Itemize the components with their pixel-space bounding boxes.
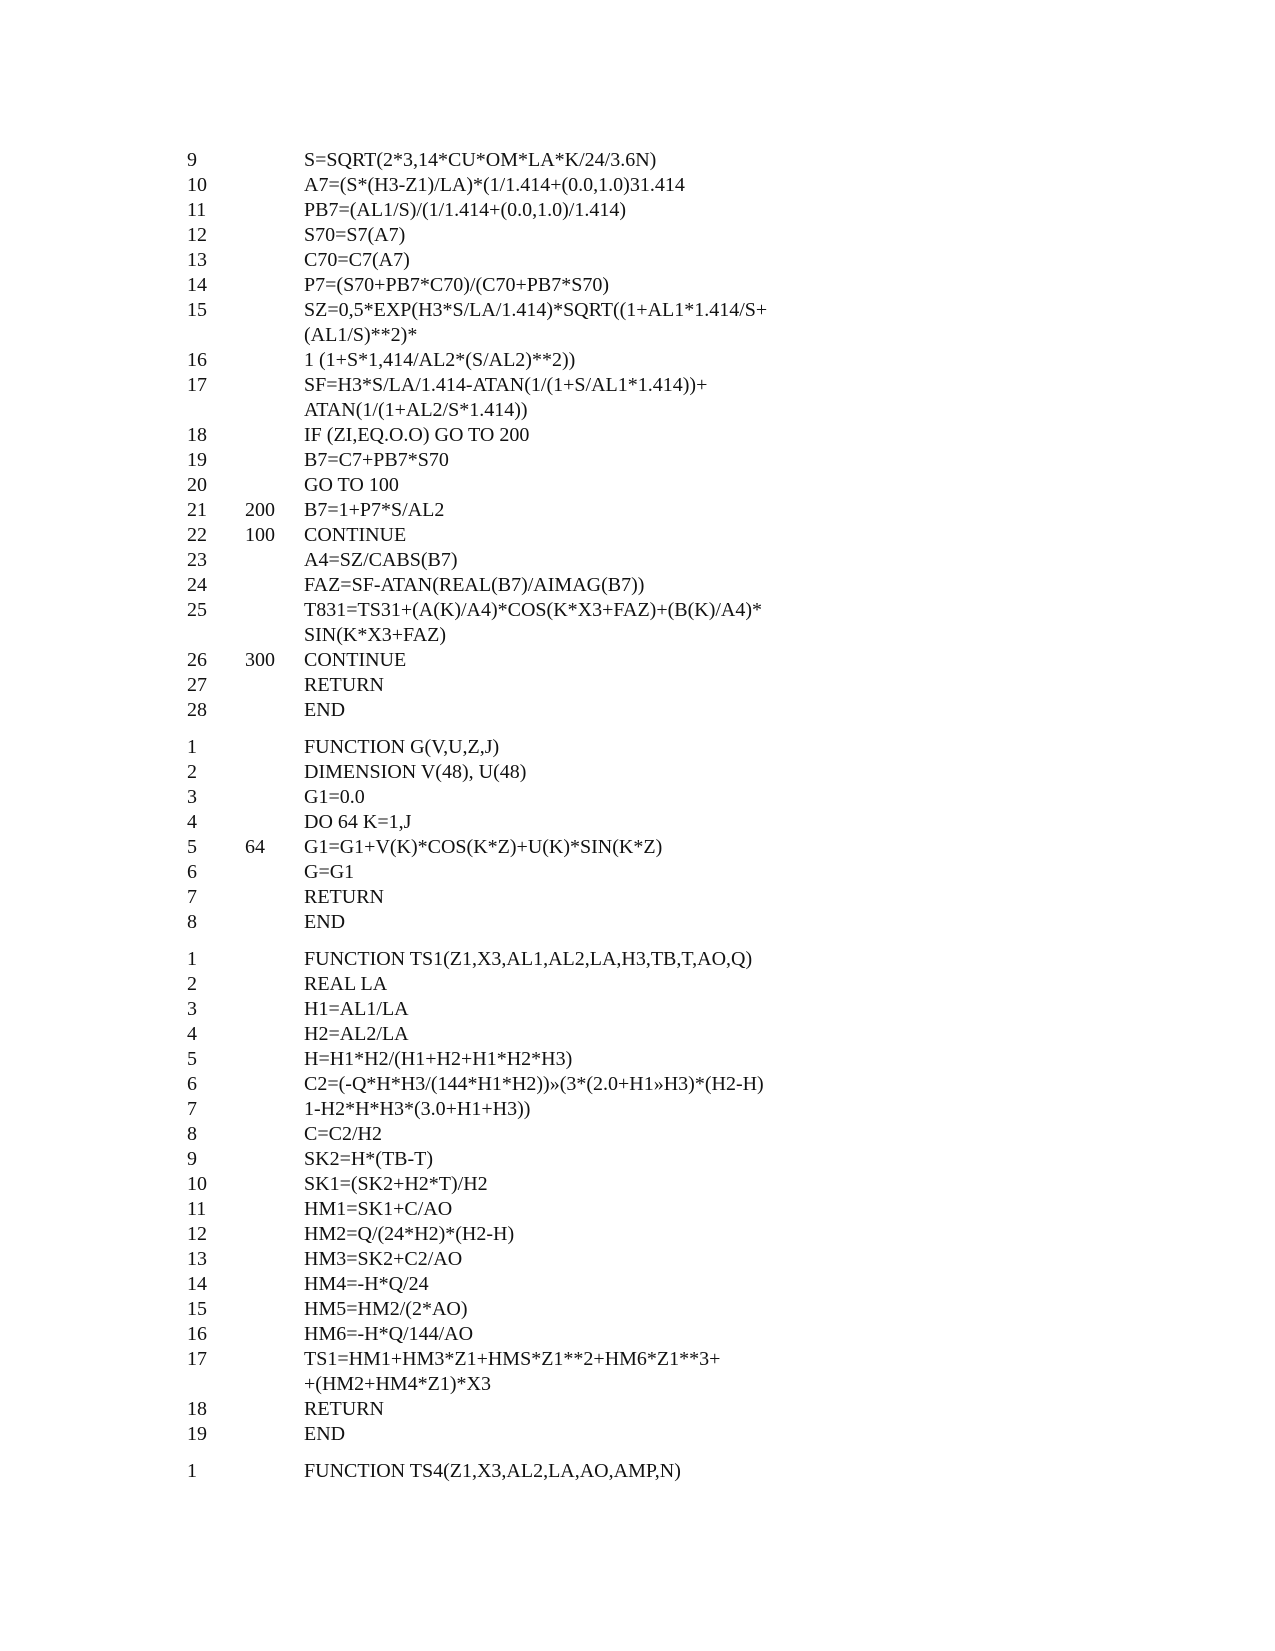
line-number: 21 xyxy=(187,499,207,521)
line-number: 11 xyxy=(187,1198,207,1220)
code-text: S=SQRT(2*3,14*CU*OM*LA*K/24/3.6N) xyxy=(304,149,657,171)
line-number: 6 xyxy=(187,861,197,883)
code-line xyxy=(0,810,1275,835)
code-line xyxy=(0,598,1275,648)
line-number: 25 xyxy=(187,599,207,621)
code-line xyxy=(0,1247,1275,1272)
code-text: T831=TS31+(A(K)/A4)*COS(K*X3+FAZ)+(B(K)/A4)* xyxy=(304,599,763,621)
code-text: G1=0.0 xyxy=(304,786,365,808)
code-text: C2=(-Q*H*H3/(144*H1*H2))»(3*(2.0+H1»H3)*(H2-H) xyxy=(304,1073,764,1095)
code-line xyxy=(0,1122,1275,1147)
code-line xyxy=(0,223,1275,248)
statement-label: 64 xyxy=(245,836,265,858)
code-line xyxy=(0,1297,1275,1322)
code-line xyxy=(0,248,1275,273)
line-number: 27 xyxy=(187,674,207,696)
code-text: FUNCTION TS4(Z1,X3,AL2,LA,AO,AMP,N) xyxy=(304,1460,681,1482)
code-line xyxy=(0,1347,1275,1397)
line-number: 19 xyxy=(187,1423,207,1445)
line-number: 1 xyxy=(187,736,197,758)
code-line xyxy=(0,1197,1275,1222)
code-text: PB7=(AL1/S)/(1/1.414+(0.0,1.0)/1.414) xyxy=(304,199,626,221)
code-line xyxy=(0,698,1275,723)
line-number: 17 xyxy=(187,374,207,396)
code-text: SF=H3*S/LA/1.414-ATAN(1/(1+S/AL1*1.414))+ xyxy=(304,374,708,396)
code-continuation: SIN(K*X3+FAZ) xyxy=(304,624,447,646)
code-text: S70=S7(A7) xyxy=(304,224,406,246)
line-number: 14 xyxy=(187,274,207,296)
line-number: 5 xyxy=(187,836,197,858)
code-line xyxy=(0,1097,1275,1122)
code-text: SK1=(SK2+H2*T)/H2 xyxy=(304,1173,488,1195)
code-line xyxy=(0,523,1275,548)
line-number: 16 xyxy=(187,1323,207,1345)
code-line xyxy=(0,473,1275,498)
code-line xyxy=(0,910,1275,935)
code-line xyxy=(0,997,1275,1022)
code-line xyxy=(0,972,1275,997)
code-line xyxy=(0,648,1275,673)
code-line xyxy=(0,1397,1275,1422)
code-line xyxy=(0,835,1275,860)
line-number: 13 xyxy=(187,249,207,271)
line-number: 3 xyxy=(187,786,197,808)
statement-label: 300 xyxy=(245,649,275,671)
code-block xyxy=(0,148,1275,723)
code-line xyxy=(0,1022,1275,1047)
code-block xyxy=(0,1459,1275,1484)
code-line xyxy=(0,298,1275,348)
line-number: 28 xyxy=(187,699,207,721)
code-line xyxy=(0,947,1275,972)
line-number: 5 xyxy=(187,1048,197,1070)
code-text: HM3=SK2+C2/AO xyxy=(304,1248,463,1270)
code-text: RETURN xyxy=(304,674,384,696)
line-number: 4 xyxy=(187,1023,197,1045)
code-text: CONTINUE xyxy=(304,524,407,546)
line-number: 26 xyxy=(187,649,207,671)
line-number: 8 xyxy=(187,1123,197,1145)
code-text: TS1=HM1+HM3*Z1+HMS*Z1**2+HM6*Z1**3+ xyxy=(304,1348,721,1370)
code-line xyxy=(0,1047,1275,1072)
line-number: 4 xyxy=(187,811,197,833)
line-number: 13 xyxy=(187,1248,207,1270)
line-number: 7 xyxy=(187,1098,197,1120)
code-text: C70=C7(A7) xyxy=(304,249,410,271)
code-text: RETURN xyxy=(304,1398,384,1420)
code-line xyxy=(0,498,1275,523)
line-number: 11 xyxy=(187,199,207,221)
code-text: HM4=-H*Q/24 xyxy=(304,1273,429,1295)
code-continuation: ATAN(1/(1+AL2/S*1.414)) xyxy=(304,399,528,421)
line-number: 23 xyxy=(187,549,207,571)
line-number: 16 xyxy=(187,349,207,371)
code-line xyxy=(0,1459,1275,1484)
code-continuation: (AL1/S)**2)* xyxy=(304,324,418,346)
line-number: 14 xyxy=(187,1273,207,1295)
code-text: END xyxy=(304,699,346,721)
line-number: 8 xyxy=(187,911,197,933)
line-number: 2 xyxy=(187,973,197,995)
line-number: 2 xyxy=(187,761,197,783)
code-text: 1 (1+S*1,414/AL2*(S/AL2)**2)) xyxy=(304,349,576,371)
code-line xyxy=(0,448,1275,473)
code-block xyxy=(0,735,1275,935)
line-number: 22 xyxy=(187,524,207,546)
code-text: A4=SZ/CABS(B7) xyxy=(304,549,458,571)
code-text: DO 64 K=1,J xyxy=(304,811,412,833)
code-text: HM1=SK1+C/AO xyxy=(304,1198,453,1220)
line-number: 10 xyxy=(187,174,207,196)
code-text: FUNCTION G(V,U,Z,J) xyxy=(304,736,500,758)
code-line xyxy=(0,735,1275,760)
code-text: FUNCTION TS1(Z1,X3,AL1,AL2,LA,H3,TB,T,AO,Q) xyxy=(304,948,753,970)
statement-label: 200 xyxy=(245,499,275,521)
code-line xyxy=(0,548,1275,573)
code-line xyxy=(0,423,1275,448)
code-text: HM6=-H*Q/144/AO xyxy=(304,1323,474,1345)
code-text: H=H1*H2/(H1+H2+H1*H2*H3) xyxy=(304,1048,573,1070)
code-line xyxy=(0,860,1275,885)
line-number: 24 xyxy=(187,574,207,596)
code-text: GO TO 100 xyxy=(304,474,399,496)
code-listing xyxy=(0,148,1275,1484)
code-line xyxy=(0,1422,1275,1447)
code-text: A7=(S*(H3-Z1)/LA)*(1/1.414+(0.0,1.0)31.414 xyxy=(304,174,685,196)
code-line xyxy=(0,885,1275,910)
code-text: H1=AL1/LA xyxy=(304,998,409,1020)
code-text: END xyxy=(304,1423,346,1445)
line-number: 12 xyxy=(187,1223,207,1245)
line-number: 1 xyxy=(187,948,197,970)
code-line xyxy=(0,148,1275,173)
line-number: 7 xyxy=(187,886,197,908)
code-text: END xyxy=(304,911,346,933)
line-number: 6 xyxy=(187,1073,197,1095)
code-text: IF (ZI,EQ.O.O) GO TO 200 xyxy=(304,424,530,446)
code-text: C=C2/H2 xyxy=(304,1123,382,1145)
code-line xyxy=(0,1272,1275,1297)
code-text: P7=(S70+PB7*C70)/(C70+PB7*S70) xyxy=(304,274,610,296)
code-text: HM5=HM2/(2*AO) xyxy=(304,1298,468,1320)
code-text: B7=C7+PB7*S70 xyxy=(304,449,449,471)
code-line xyxy=(0,373,1275,423)
code-line xyxy=(0,1322,1275,1347)
line-number: 9 xyxy=(187,149,197,171)
code-text: B7=1+P7*S/AL2 xyxy=(304,499,445,521)
code-text: REAL LA xyxy=(304,973,388,995)
code-line xyxy=(0,1147,1275,1172)
code-line xyxy=(0,673,1275,698)
code-line xyxy=(0,273,1275,298)
line-number: 15 xyxy=(187,299,207,321)
code-line xyxy=(0,348,1275,373)
line-number: 18 xyxy=(187,424,207,446)
code-line xyxy=(0,1222,1275,1247)
line-number: 10 xyxy=(187,1173,207,1195)
line-number: 20 xyxy=(187,474,207,496)
code-text: DIMENSION V(48), U(48) xyxy=(304,761,527,783)
code-text: G=G1 xyxy=(304,861,355,883)
line-number: 15 xyxy=(187,1298,207,1320)
line-number: 19 xyxy=(187,449,207,471)
code-text: 1-H2*H*H3*(3.0+H1+H3)) xyxy=(304,1098,531,1120)
code-text: G1=G1+V(K)*COS(K*Z)+U(K)*SIN(K*Z) xyxy=(304,836,663,858)
code-line xyxy=(0,1172,1275,1197)
code-text: CONTINUE xyxy=(304,649,407,671)
line-number: 1 xyxy=(187,1460,197,1482)
line-number: 18 xyxy=(187,1398,207,1420)
code-line xyxy=(0,760,1275,785)
line-number: 12 xyxy=(187,224,207,246)
code-line xyxy=(0,785,1275,810)
code-text: FAZ=SF-ATAN(REAL(B7)/AIMAG(B7)) xyxy=(304,574,645,596)
code-text: SZ=0,5*EXP(H3*S/LA/1.414)*SQRT((1+AL1*1.414/S+ xyxy=(304,299,768,321)
code-continuation: +(HM2+HM4*Z1)*X3 xyxy=(304,1373,491,1395)
code-line xyxy=(0,173,1275,198)
code-text: SK2=H*(TB-T) xyxy=(304,1148,434,1170)
code-line xyxy=(0,198,1275,223)
line-number: 9 xyxy=(187,1148,197,1170)
statement-label: 100 xyxy=(245,524,275,546)
code-line xyxy=(0,573,1275,598)
code-text: H2=AL2/LA xyxy=(304,1023,409,1045)
line-number: 3 xyxy=(187,998,197,1020)
code-text: RETURN xyxy=(304,886,384,908)
code-line xyxy=(0,1072,1275,1097)
code-text: HM2=Q/(24*H2)*(H2-H) xyxy=(304,1223,515,1245)
line-number: 17 xyxy=(187,1348,207,1370)
code-block xyxy=(0,947,1275,1447)
